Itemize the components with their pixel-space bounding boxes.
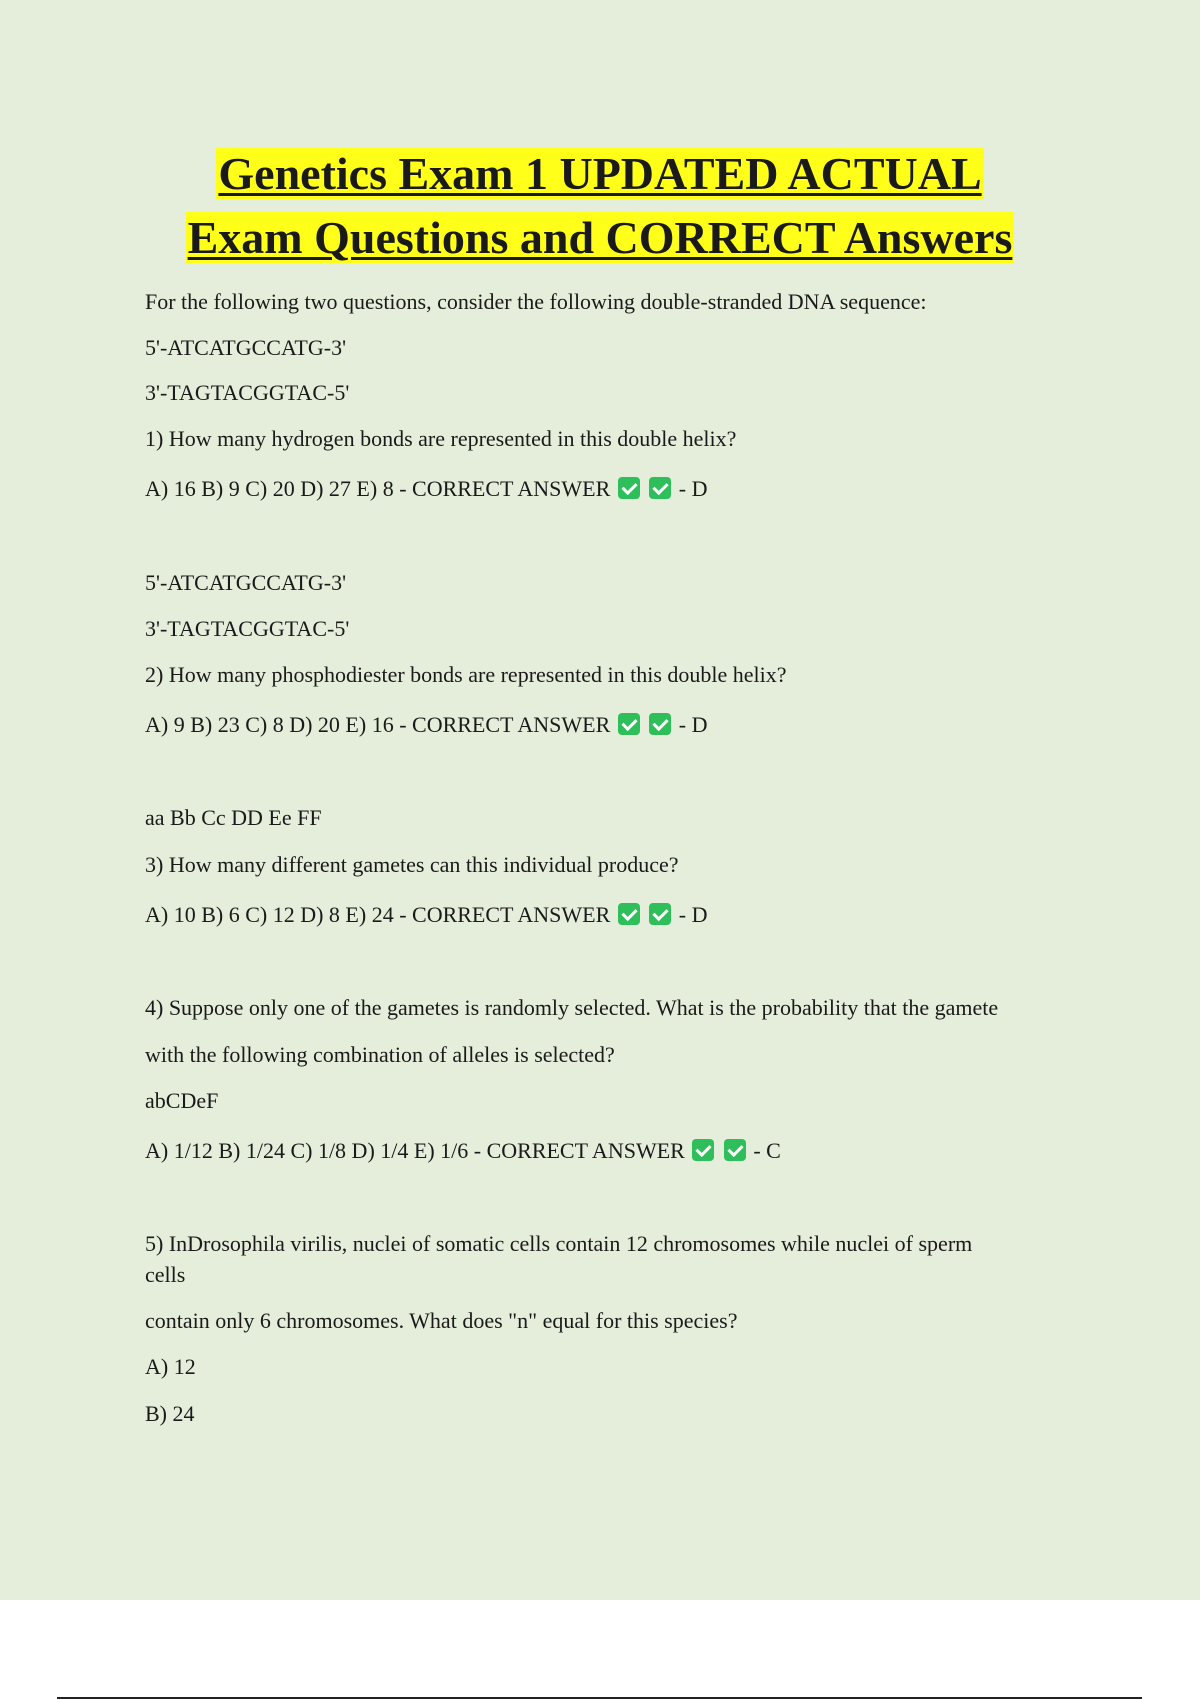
q3-answer: - D <box>678 902 708 927</box>
q4-answer: - C <box>753 1138 781 1163</box>
q1-sequence-top: 5'-ATCATGCCATG-3' <box>145 335 347 360</box>
q3-genotype: aa Bb Cc DD Ee FF <box>145 805 322 830</box>
title-line-2: Exam Questions and CORRECT Answers <box>187 212 1013 263</box>
q2-sequence-bottom: 3'-TAGTACGGTAC-5' <box>145 616 350 641</box>
q1-sequence-bottom: 3'-TAGTACGGTAC-5' <box>145 380 350 405</box>
q3-answer-line <box>145 901 707 929</box>
title-line-1: Genetics Exam 1 UPDATED ACTUAL <box>218 148 982 199</box>
q2-answer: - D <box>678 712 708 737</box>
document-title <box>0 142 1200 270</box>
check-icon <box>724 1139 746 1161</box>
q1-choices: A) 16 B) 9 C) 20 D) 27 E) 8 - CORRECT ANSWER <box>145 476 611 501</box>
q3-question: 3) How many different gametes can this individual produce? <box>145 852 679 877</box>
check-icon <box>692 1139 714 1161</box>
check-icon <box>618 477 640 499</box>
q1-answer: - D <box>678 476 708 501</box>
q2-choices: A) 9 B) 23 C) 8 D) 20 E) 16 - CORRECT ANSWER <box>145 712 611 737</box>
q1-question: 1) How many hydrogen bonds are represented in this double helix? <box>145 426 737 451</box>
check-icon <box>618 713 640 735</box>
q4-question-line-1: 4) Suppose only one of the gametes is randomly selected. What is the probability that the gamete <box>145 995 999 1020</box>
q4-alleles: abCDeF <box>145 1088 219 1113</box>
q1-answer-line <box>145 475 707 503</box>
q5-choice-b: B) 24 <box>145 1401 195 1426</box>
q5-choice-a: A) 12 <box>145 1354 196 1379</box>
q2-question: 2) How many phosphodiester bonds are represented in this double helix? <box>145 662 787 687</box>
intro-text: For the following two questions, consider the following double-stranded DNA sequence: <box>145 289 927 314</box>
q4-question-line-2: with the following combination of alleles is selected? <box>145 1042 615 1067</box>
check-icon <box>649 713 671 735</box>
q5-question-line-1: 5) InDrosophila virilis, nuclei of somatic cells contain 12 chromosomes while nuclei of sperm <box>145 1231 973 1256</box>
page-footer-divider <box>57 1697 1142 1699</box>
q5-question-line-2: cells <box>145 1262 186 1287</box>
q4-choices: A) 1/12 B) 1/24 C) 1/8 D) 1/4 E) 1/6 - CORRECT ANSWER <box>145 1138 685 1163</box>
check-icon <box>618 903 640 925</box>
q4-answer-line <box>145 1137 781 1165</box>
q2-answer-line <box>145 711 707 739</box>
q5-question-line-3: contain only 6 chromosomes. What does "n" equal for this species? <box>145 1308 738 1333</box>
q2-sequence-top: 5'-ATCATGCCATG-3' <box>145 570 347 595</box>
check-icon <box>649 903 671 925</box>
q3-choices: A) 10 B) 6 C) 12 D) 8 E) 24 - CORRECT ANSWER <box>145 902 611 927</box>
check-icon <box>649 477 671 499</box>
